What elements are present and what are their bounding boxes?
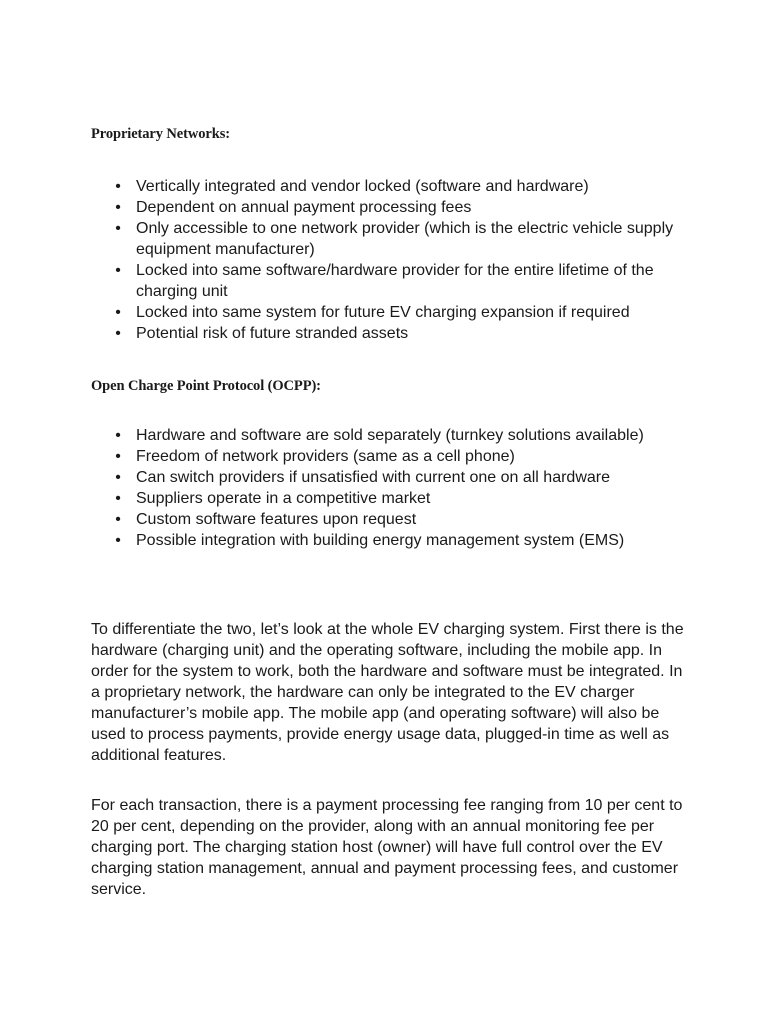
list-item [115, 509, 696, 530]
list-item-text: Potential risk of future stranded assets [136, 325, 409, 342]
list-item-text: Locked into same system for future EV charging expansion if required [136, 304, 630, 321]
list-item-text: Only accessible to one network provider (which is the electric vehicle supply equipment manufacturer) [136, 220, 674, 258]
list-item [115, 197, 696, 218]
bullet-icon: • [115, 304, 121, 321]
bullet-icon: • [115, 220, 121, 237]
list-item [115, 425, 696, 446]
list-item-text: Dependent on annual payment processing fees [136, 199, 472, 216]
list-item [115, 302, 696, 323]
bullet-icon: • [115, 262, 121, 279]
bullet-icon: • [115, 469, 121, 486]
bullet-icon: • [115, 178, 121, 195]
ocpp-list [115, 425, 696, 551]
list-item [115, 323, 696, 344]
list-item-text: Possible integration with building energy management system (EMS) [136, 532, 625, 549]
list-item [115, 488, 696, 509]
section-heading-proprietary-networks: Proprietary Networks: [91, 126, 230, 142]
list-item-text: Vertically integrated and vendor locked (software and hardware) [136, 178, 589, 195]
list-item-text: Can switch providers if unsatisfied with current one on all hardware [136, 469, 611, 486]
body-paragraph-transaction-fees: For each transaction, there is a payment processing fee ranging from 10 per cent to 20 per cent, depending on the provider, along with an annual monitoring fee per charging port. The charging station host (owner) will have full control over the EV charging station management, annual and payment processing fees, and customer service. [91, 797, 683, 898]
list-item-text: Freedom of network providers (same as a cell phone) [136, 448, 515, 465]
bullet-icon: • [115, 490, 121, 507]
list-item [115, 176, 696, 197]
list-item [115, 446, 696, 467]
body-paragraph-differentiate: To differentiate the two, let’s look at the whole EV charging system. First there is the hardware (charging unit) and the operating software, including the mobile app. In order for the system to work, both the hardware and software must be integrated. In a proprietary network, the hardware can only be integrated to the EV charger manufacturer’s mobile app. The mobile app (and operating software) will also be used to process payments, provide energy usage data, plugged-in time as well as additional features. [91, 621, 684, 764]
list-item [115, 260, 696, 302]
section-heading-ocpp: Open Charge Point Protocol (OCPP): [91, 378, 321, 394]
list-item [115, 467, 696, 488]
list-item-text: Suppliers operate in a competitive market [136, 490, 431, 507]
bullet-icon: • [115, 325, 121, 342]
list-item-text: Custom software features upon request [136, 511, 417, 528]
list-item-text: Locked into same software/hardware provider for the entire lifetime of the charging unit [136, 262, 654, 300]
bullet-icon: • [115, 532, 121, 549]
bullet-icon: • [115, 199, 121, 216]
bullet-icon: • [115, 427, 121, 444]
proprietary-networks-list [115, 176, 696, 344]
bullet-icon: • [115, 448, 121, 465]
list-item [115, 530, 696, 551]
bullet-icon: • [115, 511, 121, 528]
list-item-text: Hardware and software are sold separately (turnkey solutions available) [136, 427, 644, 444]
list-item [115, 218, 696, 260]
